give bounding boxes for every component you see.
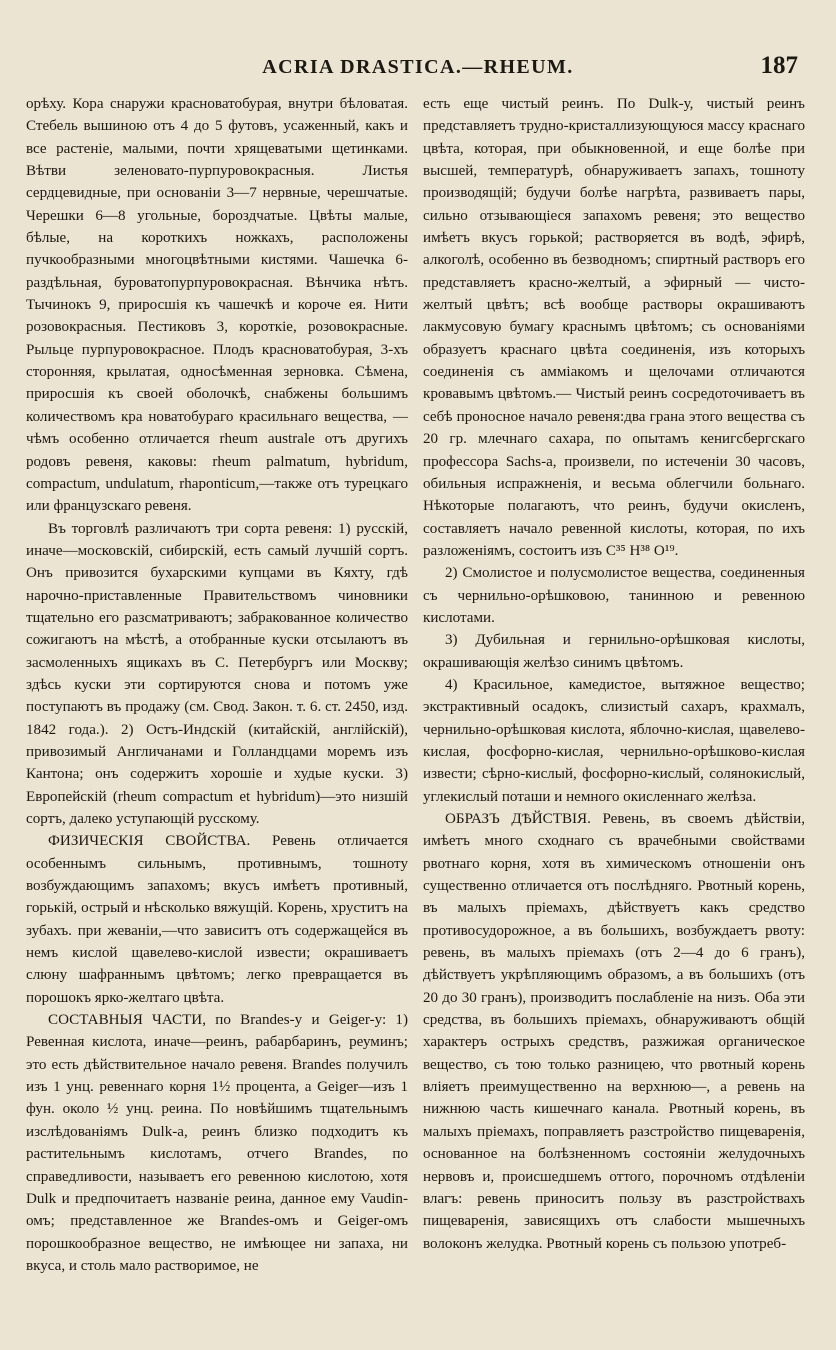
left-column	[26, 93, 408, 1277]
paragraph-trade-sorts: Въ торговлѣ различаютъ три сорта ревеня: 1) русскій, иначе—московскій, сибирскій, есть самый лучшій сортъ. Онъ привозится бухарскими купцами въ Кяхту, гдѣ нарочно-приставленные Правительствомъ чиновники тщательно его разсматриваютъ; забракованное количество сожигаютъ на мѣстѣ, а отобранные куски отсылаютъ въ засмоленныхъ ящикахъ въ С. Петербургъ или Москву; здѣсь куски эти сортируются снова и потомъ уже поступаютъ въ продажу (см. Свод. Закон. т. 6. ст. 2450, изд. 1842 года.). 2) Остъ-Индскій (китайскій, англійскій), привозимый Англичанами и Голландцами моремъ изъ Кантона; онъ содержитъ хорошіе и худые куски. 3) Европейскій (rheum compactum et hybridum)—это низшій сортъ, далеко уступающій русскому.	[26, 520, 408, 827]
right-column	[423, 93, 805, 1255]
paragraph-resinous-substances: 2) Смолистое и полусмолистое вещества, соединенныя съ чернильно-орѣшковою, танинною и ревенною кислотами.	[423, 565, 805, 626]
paragraph-tannic-acids: 3) Дубильная и гернильно-орѣшковая кислоты, окрашивающія желѣзо синимъ цвѣтомъ.	[423, 632, 805, 671]
running-title: ACRIA DRASTICA.—RHEUM.	[262, 56, 574, 78]
paragraph-physical-properties: ФИЗИЧЕСКІЯ СВОЙСТВА. Ревень отличается особеннымъ сильнымъ, противнымъ, тошноту возбуждающимъ запахомъ; вкусъ имѣетъ противный, горькій, острый и нѣсколько вяжущій. Корень, хруститъ на зубахъ. при жеваніи,—что зависитъ отъ содержащейся въ немъ кислой щавелево-кислой извести; окрашиваетъ слюну шафраннымъ цвѣтомъ; легко превращается въ порошокъ ярко-желтаго цвѣта.	[26, 833, 408, 1006]
paragraph-components: СОСТАВНЫЯ ЧАСТИ, по Brandes-у и Geiger-у: 1) Ревенная кислота, иначе—реинъ, рабарбаринъ, реуминъ; это есть дѣйствительное начало ревеня. Brandes получилъ изъ 1 унц. ревеннаго корня 1½ процента, а Geiger—изъ 1 фун. около ½ унц. реина. По новѣйшимъ тщательнымъ изслѣдованіямъ Dulk-а, реинъ близко подходитъ къ растительнымъ кислотамъ, отчего Brandes, по справедливости, называетъ его ревенною кислотою, хотя Dulk и предпочитаетъ названіе реина, данное ему Vaudin-омъ; представленное же Brandes-омъ и Geiger-омъ порошкообразное вещество, не имѣющее ни запаха, ни вкуса, и столь мало растворимое, не	[26, 1012, 408, 1274]
paragraph-pure-rein: есть еще чистый реинъ. По Dulk-у, чистый реинъ представляетъ трудно-кристаллизующуюся массу краснаго цвѣта, которая, при обыкновенной, и еще болѣе при высшей, температурѣ, обнаруживаетъ запахъ, тошноту производящій; будучи болѣе нагрѣта, развиваетъ пары, сильно отзывающіеся запахомъ ревеня; это вещество имѣетъ вкусъ горькой; растворяется въ водѣ, эфирѣ, алкоголѣ, особенно въ безводномъ; спиртный растворъ его представляетъ красно-желтый, а эфирный — чисто-желтый цвѣтъ; всѣ вообще растворы окрашиваютъ лакмусовую бумагу краснымъ цвѣтомъ; съ основаніями образуетъ краснаго цвѣта соединенія, изъ которыхъ соединенія съ аммiакомъ и щелочами отличаются кровавымъ цвѣтомъ.— Чистый реинъ сосредоточиваетъ въ себѣ проносное начало ревеня:два грана этого вещества съ 20 гр. млечнаго сахара, по опытамъ кенигсбергскаго профессора Sachs-а, произвели, по истеченіи 30 часовъ, обильныя испражненія, и весьма облегчили больнаго. Нѣкоторые полагаютъ, что реинъ, будучи окисленъ, составляетъ начало ревенной кислоты, которая, по ихъ разложеніямъ, состоитъ изъ C³⁵ H³⁸ O¹⁹.	[423, 96, 805, 559]
paragraph-mode-of-action: ОБРАЗЪ ДѢЙСТВІЯ. Ревень, въ своемъ дѣйствіи, имѣетъ много сходнаго съ врачебными свойствами рвотнаго корня, хотя въ химическомъ отношеніи онъ существенно отличается отъ послѣдняго. Рвотный корень, въ малыхъ пріемахъ, дѣйствуетъ какъ средство противосудорожное, а въ большихъ, возбуждаетъ рвоту: ревень, въ малыхъ пріемахъ (отъ 2—4 до 6 гранъ), дѣйствуетъ укрѣпляющимъ образомъ, а въ большихъ (отъ 20 до 30 гранъ), производитъ послабленіе на низъ. Оба эти средства, въ большихъ пріемахъ, обнаруживаютъ общій характеръ острыхъ средствъ, разжижая органическое вещество, съ тою только разницею, что рвотный корень вліяетъ преимущественно на верхнюю—, а ревень на нижнюю часть кишечнаго канала. Рвотный корень, въ малыхъ пріемахъ, поправляетъ разстройство пищеваренія, основанное на болѣзненномъ состояніи желудочныхъ нервовъ и, происшедшемъ оттого, порочномъ отдѣленіи влагъ: ревень приноситъ пользу въ разстройствахъ пищеваренія, зависящихъ отъ слабости мышечныхъ волоконъ желудка. Рвотный корень съ пользою употреб-	[423, 811, 805, 1252]
page-header	[0, 50, 836, 86]
page-number: 187	[760, 52, 798, 79]
paragraph-description: орѣху. Кора снаружи красноватобурая, внутри бѣловатая. Стебель вышиною отъ 4 до 5 футовъ, усаженный, какъ и все растеніе, малыми, почти хрящеватыми щетинками. Вѣтви зеленовато-пурпуровокрасныя. Листья сердцевидные, при основаніи 3—7 нервные, черешчатые. Черешки 6—8 угольные, бороздчатые. Цвѣты малые, бѣлые, на короткихъ ножкахъ, расположены пучкообразными многоцвѣтными кистями. Чашечка 6-раздѣльная, буроватопурпуровокрасная. Вѣнчика нѣтъ. Тычинокъ 9, приросшія къ чашечкѣ и короче ея. Нити розовокрасныя. Пестиковъ 3, короткіе, розовокрасные. Рыльце пурпуровокрасное. Плодъ красноватобурая, 3-хъ сторонняя, крылатая, односѣменная зерновка. Сѣмена, приросшія къ своей оболочкѣ, снабжены большимъ количествомъ кра новатобураго красильнаго вещества, — чѣмъ особенно отличается rheum australe отъ другихъ родовъ ревеня, каковы: rheum palmatum, hybridum, compactum, undulatum, rhaponticum,—также отъ турецкаго или французскаго ревеня.	[26, 96, 408, 515]
paragraph-coloring-matter: 4) Красильное, камедистое, вытяжное вещество; экстрактивный осадокъ, слизистый сахаръ, крахмалъ, чернильно-орѣшковая кислота, яблочно-кислая, щавелево-кислая, фосфорно-кислая, чернильно-орѣшково-кислая извести; сѣрно-кислый, фосфорно-кислый, солянокислый, углекислый поташи и немного окисленнаго желѣза.	[423, 676, 805, 805]
